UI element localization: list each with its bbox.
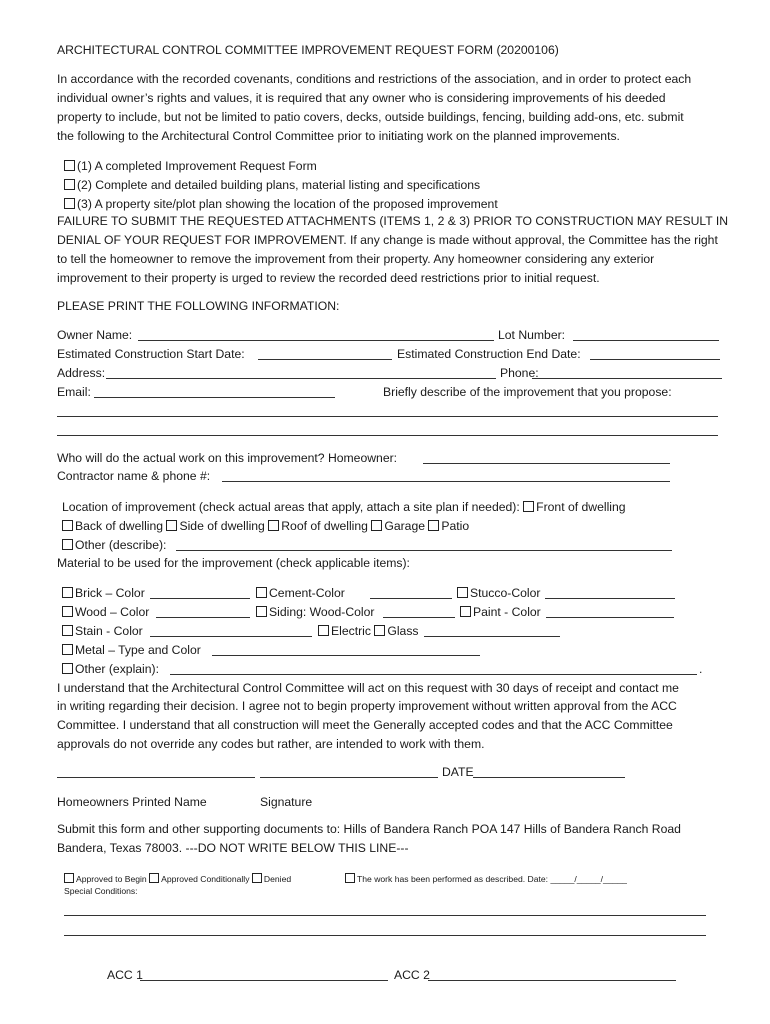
location-row-2: Back of dwelling Side of dwelling Roof of dwelling Garage Patio [62,518,469,534]
warning-line-2: DENIAL OF YOUR REQUEST FOR IMPROVEMENT. If any change is made without approval, the Committee has the right [57,233,718,247]
intro-line-1: In accordance with the recorded covenants, conditions and restrictions of the association, and in order to protect each [57,72,692,86]
special-conditions-label: Special Conditions: [64,886,138,896]
stucco-checkbox[interactable] [457,587,468,598]
owner-name-label: Owner Name: [57,328,133,342]
intro-line-3: property to include, but not be limited to patio covers, decks, outside buildings, fencing, building add-ons, etc. submit [57,110,684,124]
brick-color-field[interactable] [150,598,250,599]
cement-checkbox[interactable] [256,587,267,598]
approved-checkbox[interactable] [64,873,74,883]
stucco-color-field[interactable] [545,598,675,599]
location-row-3: Other (describe): [62,537,166,553]
address-label: Address: [57,366,106,380]
lot-number-label: Lot Number: [498,328,566,342]
acc2-field[interactable] [428,980,676,981]
siding-color-field[interactable] [383,617,455,618]
who-label: Who will do the actual work on this improvement? Homeowner: [57,451,398,465]
metal-field[interactable] [212,655,480,656]
glass-checkbox[interactable] [374,625,385,636]
end-date-field[interactable] [590,359,720,360]
signature-date-field[interactable] [473,777,625,778]
print-heading: PLEASE PRINT THE FOLLOWING INFORMATION: [57,299,340,313]
date-label: DATE [442,765,474,779]
warning-line-3: to tell the homeowner to remove the improvement from their property. Any homeowner considering any exterior [57,252,655,266]
agreement-line-1: I understand that the Architectural Control Committee will act on this request with 30 days of receipt and contact me [57,681,679,695]
garage-checkbox[interactable] [371,520,382,531]
lot-number-field[interactable] [573,340,719,341]
attachment-2-checkbox[interactable] [64,179,75,190]
material-metal: Metal – Type and Color [62,642,201,658]
describe-label: Briefly describe of the improvement that you propose: [383,385,672,399]
acc1-label: ACC 1 [107,968,143,982]
signature-field[interactable] [260,777,438,778]
other-material-field[interactable] [170,674,697,675]
other-material-checkbox[interactable] [62,663,73,674]
special-conditions-line-1[interactable] [64,915,706,916]
email-field[interactable] [94,397,335,398]
material-wood: Wood – Color [62,604,149,620]
acc2-label: ACC 2 [394,968,430,982]
printed-name-label: Homeowners Printed Name [57,795,207,809]
agreement-line-4: approvals do not override any codes but rather, are intended to work with them. [57,737,485,751]
paint-color-field[interactable] [546,617,674,618]
warning-line-4: improvement to their property is urged to review the recorded deed restrictions prior to initial request. [57,271,600,285]
submit-line-2: Bandera, Texas 78003. ---DO NOT WRITE BELOW THIS LINE--- [57,841,409,855]
material-other: Other (explain): [62,661,159,677]
attachment-item-2: (2) Complete and detailed building plans, material listing and specifications [64,177,480,193]
work-performed-row: The work has been performed as described. Date: _____/_____/_____ [345,873,627,885]
email-label: Email: [57,385,91,399]
agreement-line-3: Committee. I understand that all construction will meet the Generally accepted codes and that the ACC Committee [57,718,673,732]
agreement-line-2: in writing regarding their decision. I agree not to begin property improvement without written approval from the ACC [57,699,677,713]
stain-checkbox[interactable] [62,625,73,636]
attachment-1-checkbox[interactable] [64,160,75,171]
location-row-1: Location of improvement (check actual areas that apply, attach a site plan if needed): Front of dwelling [62,500,626,514]
metal-checkbox[interactable] [62,644,73,655]
back-dwelling-checkbox[interactable] [62,520,73,531]
warning-line-1: FAILURE TO SUBMIT THE REQUESTED ATTACHMENTS (ITEMS 1, 2 & 3) PRIOR TO CONSTRUCTION MAY RESULT IN [57,214,729,228]
phone-label: Phone: [500,366,539,380]
material-brick: Brick – Color [62,585,145,601]
who-field[interactable] [423,463,670,464]
roof-dwelling-checkbox[interactable] [268,520,279,531]
material-stucco: Stucco-Color [457,585,540,601]
owner-name-field[interactable] [138,340,494,341]
cement-color-field[interactable] [370,598,452,599]
attachment-3-checkbox[interactable] [64,198,75,209]
describe-line-1[interactable] [57,416,718,417]
paint-checkbox[interactable] [460,606,471,617]
printed-name-field[interactable] [57,777,255,778]
siding-checkbox[interactable] [256,606,267,617]
office-status-row: Approved to Begin Approved Conditionally Denied [64,873,291,885]
wood-color-field[interactable] [156,617,250,618]
start-date-field[interactable] [258,359,392,360]
intro-line-2: individual owner’s rights and values, it is required that any owner who is considering improvements of his deeded [57,91,666,105]
glass-field[interactable] [424,636,560,637]
address-field[interactable] [106,378,496,379]
denied-checkbox[interactable] [252,873,262,883]
side-dwelling-checkbox[interactable] [166,520,177,531]
approved-conditionally-checkbox[interactable] [149,873,159,883]
describe-line-2[interactable] [57,435,718,436]
material-electric: Electric Glass [318,623,419,639]
material-paint: Paint - Color [460,604,541,620]
wood-checkbox[interactable] [62,606,73,617]
special-conditions-line-2[interactable] [64,935,706,936]
phone-field[interactable] [532,378,722,379]
submit-line-1: Submit this form and other supporting documents to: Hills of Bandera Ranch POA 147 Hills of Bandera Ranch Road [57,822,681,836]
electric-checkbox[interactable] [318,625,329,636]
front-dwelling-checkbox[interactable] [523,501,534,512]
contractor-field[interactable] [222,481,670,482]
contractor-label: Contractor name & phone #: [57,469,211,483]
work-performed-checkbox[interactable] [345,873,355,883]
material-stain: Stain - Color [62,623,143,639]
material-cement: Cement-Color [256,585,345,601]
brick-checkbox[interactable] [62,587,73,598]
other-location-field[interactable] [176,550,672,551]
materials-prompt: Material to be used for the improvement (check applicable items): [57,556,410,570]
material-siding: Siding: Wood-Color [256,604,374,620]
form-title: ARCHITECTURAL CONTROL COMMITTEE IMPROVEMENT REQUEST FORM (20200106) [57,43,559,57]
start-date-label: Estimated Construction Start Date: [57,347,245,361]
attachment-item-1: (1) A completed Improvement Request Form [64,158,317,174]
attachment-item-3: (3) A property site/plot plan showing the location of the proposed improvement [64,196,498,212]
intro-line-4: the following to the Architectural Control Committee prior to initiating work on the planned improvements. [57,129,620,143]
acc1-field[interactable] [140,980,388,981]
signature-label: Signature [260,795,313,809]
stain-color-field[interactable] [150,636,312,637]
other-location-checkbox[interactable] [62,539,73,550]
end-date-label: Estimated Construction End Date: [397,347,581,361]
other-material-period: . [699,662,703,676]
patio-checkbox[interactable] [428,520,439,531]
